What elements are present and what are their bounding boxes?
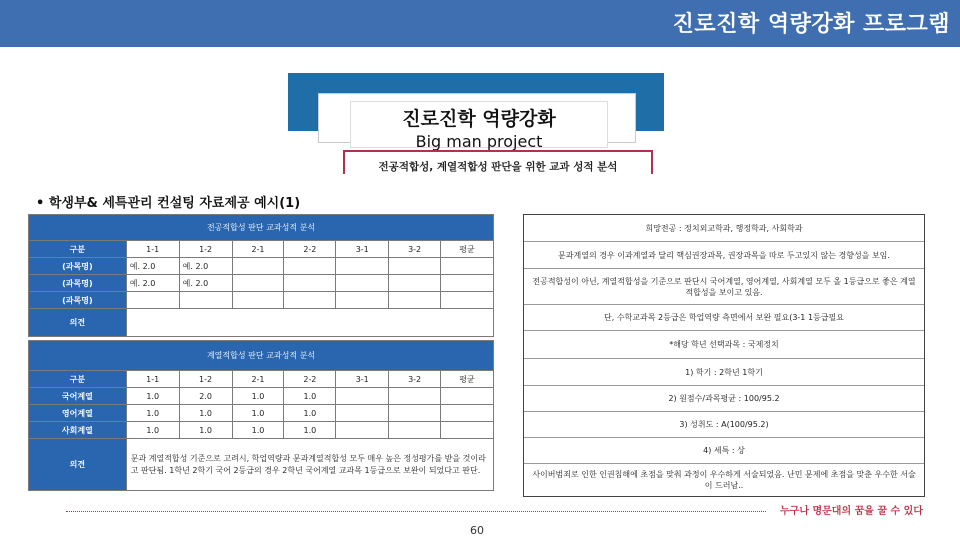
- table-cell: 예. 2.0: [126, 275, 179, 292]
- banner-box: [350, 101, 608, 151]
- table-cell: [389, 292, 441, 309]
- column-header: 3-2: [389, 371, 441, 388]
- table-cell: [389, 258, 441, 275]
- column-header: 2-1: [232, 371, 284, 388]
- row-label: (과목명): [29, 258, 127, 275]
- table-cell: 1.0: [284, 422, 336, 439]
- panel-row: 3) 성취도 : A(100/95.2): [524, 412, 924, 438]
- table-row: [29, 292, 494, 309]
- column-header: 1-1: [126, 371, 179, 388]
- row-label: 영어계열: [29, 405, 127, 422]
- table-cell: 1.0: [179, 405, 232, 422]
- column-header: 3-1: [336, 241, 389, 258]
- opinion-row: [29, 309, 494, 337]
- table-row: [29, 258, 494, 275]
- table-cell: [179, 292, 232, 309]
- column-header: 1-2: [179, 241, 232, 258]
- table-cell: 1.0: [126, 388, 179, 405]
- column-header: 1-1: [126, 241, 179, 258]
- table-cell: [232, 275, 284, 292]
- table-cell: 2.0: [179, 388, 232, 405]
- table-cell: [441, 275, 494, 292]
- table-cell: 예. 2.0: [126, 258, 179, 275]
- column-header: 2-1: [232, 241, 284, 258]
- panel-row: 2) 원점수/과목평균 : 100/95.2: [524, 386, 924, 412]
- table-cell: [389, 405, 441, 422]
- table2-heading: 계열적합성 판단 교과성적 분석: [29, 341, 494, 371]
- table-row: [29, 422, 494, 439]
- column-header: 평균: [441, 371, 494, 388]
- banner-caption: 전공적합성, 계열적합성 판단을 위한 교과 성적 분석: [343, 150, 653, 174]
- table-cell: [232, 258, 284, 275]
- table-cell: [336, 292, 389, 309]
- table-cell: [284, 292, 336, 309]
- table-cell: [336, 422, 389, 439]
- table-cell: 1.0: [284, 388, 336, 405]
- opinion-row: [29, 439, 494, 491]
- section-title: • 학생부& 세특관리 컨설팅 자료제공 예시(1): [36, 196, 301, 211]
- opinion-text: [126, 309, 493, 337]
- table2-header-row: [29, 371, 494, 388]
- table-row: [29, 275, 494, 292]
- table-cell: 1.0: [232, 422, 284, 439]
- column-header: 3-1: [336, 371, 389, 388]
- table-cell: [336, 258, 389, 275]
- table1-heading: 전공적합성 판단 교과성적 분석: [29, 215, 494, 241]
- column-header: 2-2: [284, 241, 336, 258]
- table2-header-label: 구분: [29, 371, 127, 388]
- panel-row: 1) 학기 : 2학년 1학기: [524, 359, 924, 386]
- table-cell: 1.0: [232, 405, 284, 422]
- footer-slogan: 누구나 명문대의 꿈을 꿀 수 있다: [780, 506, 923, 517]
- table-cell: 예. 2.0: [179, 275, 232, 292]
- row-label: (과목명): [29, 292, 127, 309]
- table-row: [29, 405, 494, 422]
- table-cell: [441, 388, 494, 405]
- opinion-text: 문과 계열적합성 기준으로 고려시, 학업역량과 문과계열적합성 모두 매우 높은 정성평가를 받을 것이라고 판단됨. 1학년 2학기 국어 2등급의 경우 2학년 국어계열 교과목 1등급으로 보완이 되었다고 판단.: [126, 439, 493, 491]
- track-fit-table: [28, 340, 494, 491]
- row-label: 사회계열: [29, 422, 127, 439]
- panel-row: 단, 수학교과목 2등급은 학업역량 측면에서 보완 필요(3-1 1등급필요: [524, 305, 924, 331]
- table-row: [29, 388, 494, 405]
- row-label: (과목명): [29, 275, 127, 292]
- column-header: 3-2: [389, 241, 441, 258]
- table-cell: [389, 388, 441, 405]
- table-cell: [126, 292, 179, 309]
- panel-row: 사이버범죄로 인한 인권침해에 초점을 맞춰 과정이 우수하게 서술되었음. 난민 문제에 초점을 맞춘 우수한 서술이 드러남..: [532, 470, 916, 490]
- page-number: 60: [470, 524, 484, 537]
- table-cell: 1.0: [179, 422, 232, 439]
- table-cell: 1.0: [126, 422, 179, 439]
- panel-row: 희망전공 : 정치외교학과, 행정학과, 사회학과: [524, 215, 924, 242]
- table-cell: [336, 275, 389, 292]
- table-cell: [441, 258, 494, 275]
- opinion-label: 의견: [29, 309, 127, 337]
- table-cell: [441, 292, 494, 309]
- major-fit-table: [28, 214, 494, 337]
- table-cell: 예. 2.0: [179, 258, 232, 275]
- table-cell: [441, 422, 494, 439]
- banner-subtitle: Big man project: [415, 132, 543, 151]
- row-label: 국어계열: [29, 388, 127, 405]
- table-cell: 1.0: [284, 405, 336, 422]
- header-bar: [0, 0, 960, 47]
- panel-row: 4) 세특 : 상: [524, 438, 924, 464]
- analysis-panel: [523, 214, 925, 497]
- table-cell: [336, 405, 389, 422]
- table1-header-row: [29, 241, 494, 258]
- panel-row: 문과계열의 경우 이과계열과 달리 핵심권장과목, 권장과목을 따로 두고있지 않는 경향성을 보임.: [524, 242, 924, 269]
- panel-row: *해당 학년 선택과목 : 국제정치: [524, 331, 924, 359]
- table-cell: 1.0: [232, 388, 284, 405]
- table-cell: [232, 292, 284, 309]
- panel-row: 전공적합성이 아닌, 계열적합성을 기준으로 판단시 국어계열, 영어계열, 사회계열 모두 올 1등급으로 좋은 계열적합성을 보이고 있음.: [524, 269, 924, 305]
- table-cell: [389, 275, 441, 292]
- opinion-label: 의견: [29, 439, 127, 491]
- table-cell: [284, 275, 336, 292]
- column-header: 2-2: [284, 371, 336, 388]
- column-header: 1-2: [179, 371, 232, 388]
- table-cell: [441, 405, 494, 422]
- banner-title: 진로진학 역량강화: [402, 108, 556, 130]
- header-title: 진로진학 역량강화 프로그램: [672, 12, 950, 37]
- table-cell: [284, 258, 336, 275]
- table-cell: [389, 422, 441, 439]
- table1-header-label: 구분: [29, 241, 127, 258]
- table-cell: 1.0: [126, 405, 179, 422]
- footer-divider: [66, 511, 766, 512]
- column-header: 평균: [441, 241, 494, 258]
- table-cell: [336, 388, 389, 405]
